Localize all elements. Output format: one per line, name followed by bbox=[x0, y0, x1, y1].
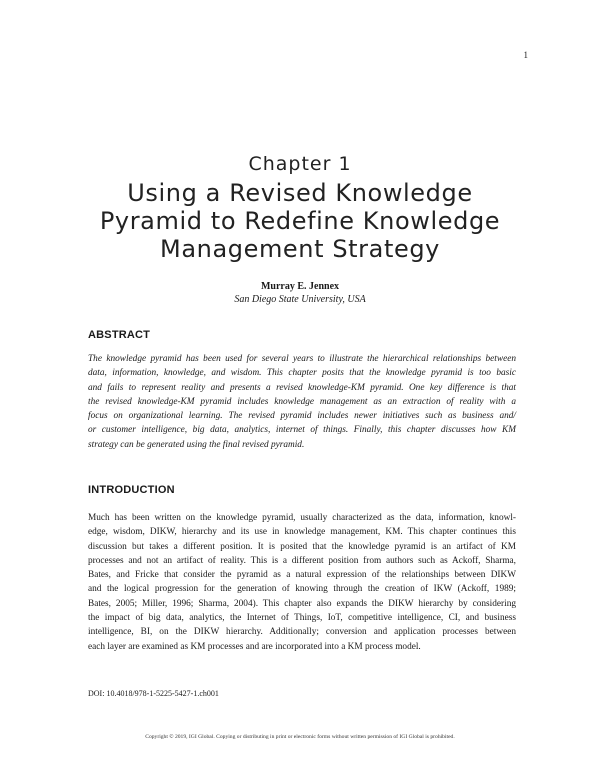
introduction-line: the impact of big data, analytics, the Internet of Things, IoT, competitive intelligence, CI, and business bbox=[88, 613, 516, 624]
introduction-text bbox=[88, 511, 516, 654]
introduction-line: Much has been written on the knowledge pyramid, usually characterized as the data, information, knowl- bbox=[88, 513, 516, 523]
abstract-line: data, information, knowledge, and wisdom. This chapter posits that the knowledge pyramid is too basic bbox=[88, 368, 516, 379]
abstract-line: focus on organizational learning. The revised pyramid includes newer initiatives such as business and/ bbox=[88, 411, 516, 422]
chapter-label: Chapter 1 bbox=[248, 153, 352, 175]
abstract-line: strategy can be generated using the final revised pyramid. bbox=[88, 439, 305, 450]
abstract-heading: ABSTRACT bbox=[88, 329, 151, 341]
introduction-line: processes and not an artifact of reality. This is a different position from authors such as Ackoff, Sharma, bbox=[88, 555, 516, 566]
abstract-line: The knowledge pyramid has been used for several years to illustrate the hierarchical relationships between bbox=[88, 354, 516, 364]
doi: DOI: 10.4018/978-1-5225-5427-1.ch001 bbox=[88, 689, 219, 698]
introduction-line: discussion but takes a different position. It is posited that the knowledge pyramid is an artifact of KM bbox=[88, 541, 516, 552]
title-line: Using a Revised Knowledge bbox=[127, 179, 473, 207]
abstract-line: and fails to represent reality and presents a revised knowledge-KM pyramid. One key difference is that bbox=[88, 382, 516, 393]
copyright-notice: Copyright © 2019, IGI Global. Copying or distributing in print or electronic forms without written permission of IGI Global is prohibited. bbox=[145, 734, 455, 740]
title-line: Management Strategy bbox=[160, 235, 440, 263]
introduction-line: edge, wisdom, DIKW, hierarchy and its use in knowledge management, KM. This chapter continues this bbox=[88, 527, 516, 538]
introduction-line: intelligence, BI, on the DIKW hierarchy. Additionally; conversion and application processes between bbox=[88, 627, 516, 638]
author-affiliation: San Diego State University, USA bbox=[234, 294, 366, 305]
author-name: Murray E. Jennex bbox=[260, 281, 340, 292]
introduction-line: Bates, and Fricke that consider the pyramid as a natural expression of the relationships between DIKW bbox=[88, 570, 516, 581]
abstract-text bbox=[88, 352, 516, 452]
introduction-line: Bates, 2005; Miller, 1996; Sharma, 2004). This chapter also expands the DIKW hierarchy by considering bbox=[88, 598, 516, 609]
introduction-line: and the logical progression for the generation of knowing through the creation of IKW (Ackoff, 1989; bbox=[88, 584, 516, 595]
abstract-line: or customer intelligence, big data, analytics, internet of things. Finally, this chapter discusses how KM bbox=[88, 425, 516, 436]
chapter-title bbox=[60, 179, 540, 263]
title-line: Pyramid to Redefine Knowledge bbox=[99, 207, 501, 235]
page-number: 1 bbox=[523, 50, 528, 60]
abstract-line: the revised knowledge-KM pyramid includes knowledge management as an extraction of reality with a bbox=[88, 396, 516, 407]
introduction-heading: INTRODUCTION bbox=[88, 484, 175, 496]
introduction-line: each layer are examined as KM processes and are incorporated into a KM process model. bbox=[88, 641, 421, 652]
